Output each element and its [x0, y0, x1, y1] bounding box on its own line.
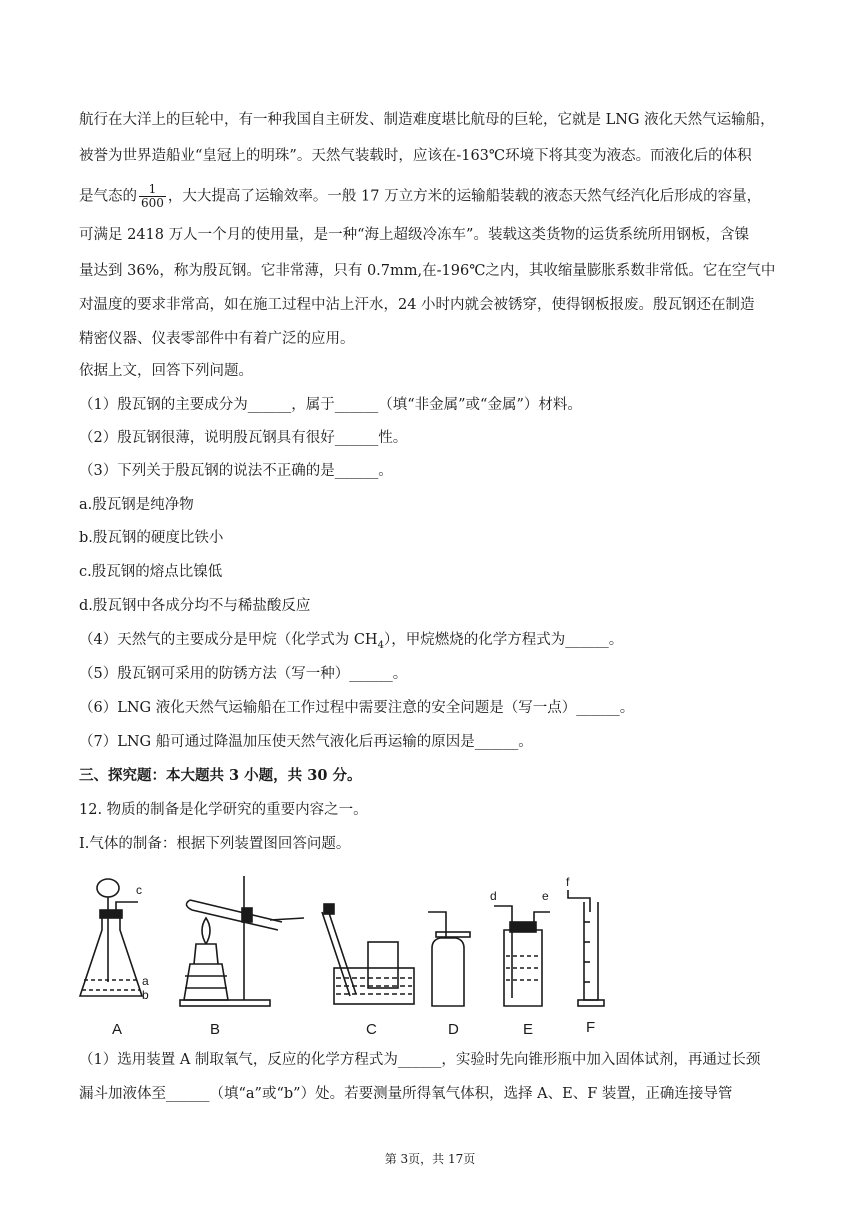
- port-label-b: b: [142, 988, 149, 1002]
- apparatus-d: [428, 912, 470, 1006]
- apparatus-b: [180, 876, 304, 1006]
- passage-line-2: 被誉为世界造船业“皇冠上的明珠”。天然气装载时，应该在-163℃环境下将其变为液态。而液化后的体积: [79, 148, 752, 164]
- fraction: [139, 183, 166, 210]
- question-12-sub-1-line-1: （1）选用装置 A 制取氧气，反应的化学方程式为______，实验时先向锥形瓶中加入固体试剂，再通过长颈: [79, 1052, 761, 1068]
- port-label-a: a: [142, 974, 149, 988]
- passage-line-3: [79, 183, 761, 210]
- option-a: a.殷瓦钢是纯净物: [79, 497, 194, 513]
- passage-line-7: 精密仪器、仪表零部件中有着广泛的应用。: [79, 331, 355, 347]
- prompt: 依据上文，回答下列问题。: [79, 363, 253, 379]
- apparatus-figure: [72, 872, 632, 1042]
- apparatus-e: [490, 889, 550, 1006]
- fraction-denominator: 600: [141, 196, 164, 210]
- port-label-e: e: [542, 889, 549, 903]
- figure-label-b: B: [210, 1021, 221, 1038]
- figure-label-a: A: [112, 1021, 123, 1038]
- port-label-f: f: [566, 875, 570, 889]
- option-b: b.殷瓦钢的硬度比铁小: [79, 530, 224, 546]
- question-4-end: ），甲烷燃烧的化学方程式为______。: [383, 632, 624, 648]
- passage-line-5: 量达到 36%，称为殷瓦钢。它非常薄，只有 0.7mm,在-196℃之内，其收缩量膨胀系数非常低。它在空气中: [79, 263, 776, 279]
- question-4: [79, 630, 623, 656]
- passage-line-1: 航行在大洋上的巨轮中，有一种我国自主研发、制造难度堪比航母的巨轮，它就是 LNG 液化天然气运输船，: [79, 112, 775, 128]
- question-12-title: 12. 物质的制备是化学研究的重要内容之一。: [79, 802, 368, 818]
- port-label-c: c: [136, 883, 142, 897]
- question-12-sub-1-line-2: 漏斗加液体至______（填“a”或“b”）处。若要测量所得氧气体积，选择 A、E、F 装置，正确连接导管: [79, 1086, 733, 1102]
- figure-label-e: E: [523, 1021, 534, 1038]
- question-6: （6）LNG 液化天然气运输船在工作过程中需要注意的安全问题是（写一点）______。: [79, 700, 635, 716]
- apparatus-c: [322, 904, 414, 1004]
- figure-label-c: C: [366, 1021, 377, 1038]
- question-4-start: （4）天然气的主要成分是甲烷（化学式为 CH: [79, 632, 378, 648]
- figure-label-d: D: [448, 1021, 459, 1038]
- port-label-d: d: [490, 889, 497, 903]
- apparatus-a: [80, 879, 149, 1002]
- section-3-heading: 三、探究题：本大题共 3 小题，共 30 分。: [79, 767, 362, 784]
- question-2: （2）殷瓦钢很薄，说明殷瓦钢具有很好______性。: [79, 430, 408, 446]
- passage-line-6: 对温度的要求非常高，如在施工过程中沾上汗水，24 小时内就会被锈穿，使得钢板报废。殷瓦钢还在制造: [79, 297, 755, 313]
- passage-line-3-end: ，大大提高了运输效率。一般 17 万立方米的运输船装载的液态天然气经汽化后形成的容量，: [167, 188, 762, 205]
- question-1: （1）殷瓦钢的主要成分为______，属于______（填“非金属”或“金属”）材料。: [79, 397, 582, 413]
- question-3: （3）下列关于殷瓦钢的说法不正确的是______。: [79, 463, 393, 479]
- question-5: （5）殷瓦钢可采用的防锈方法（写一种）______。: [79, 666, 408, 682]
- question-4-subscript: 4: [377, 639, 384, 651]
- question-12-part-1: Ⅰ.气体的制备：根据下列装置图回答问题。: [79, 836, 351, 852]
- fraction-numerator: 1: [139, 183, 166, 197]
- page-footer: 第 3页，共 17页: [384, 1152, 476, 1166]
- figure-label-f: F: [586, 1019, 596, 1036]
- apparatus-f: [566, 875, 604, 1006]
- option-c: c.殷瓦钢的熔点比镍低: [79, 564, 223, 580]
- question-7: （7）LNG 船可通过降温加压使天然气液化后再运输的原因是______。: [79, 734, 533, 750]
- passage-line-4: 可满足 2418 万人一个月的使用量，是一种“海上超级冷冻车”。装载这类货物的运货系统所用钢板，含镍: [79, 227, 749, 243]
- option-d: d.殷瓦钢中各成分均不与稀盐酸反应: [79, 598, 311, 614]
- passage-line-3-start: 是气态的: [79, 188, 137, 205]
